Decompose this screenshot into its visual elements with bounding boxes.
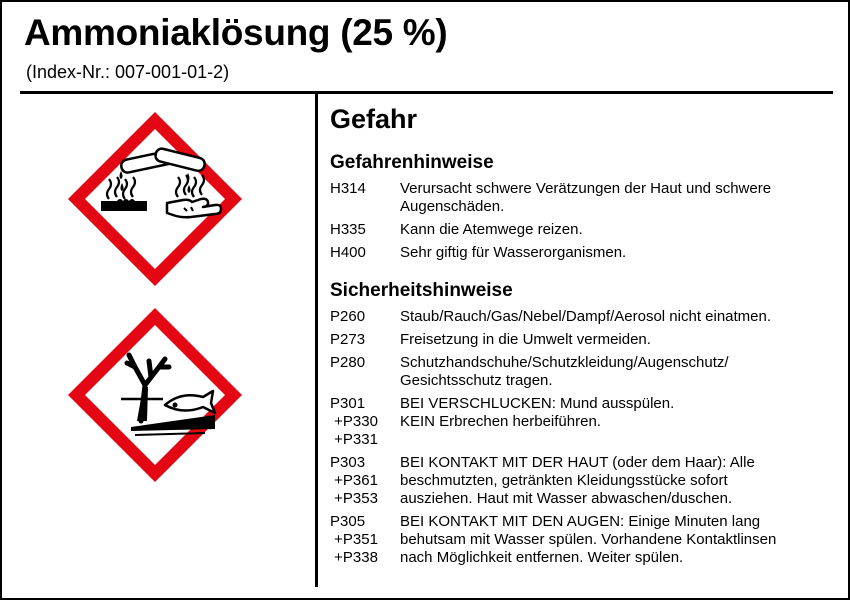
precautionary-statement [330,354,835,390]
statement-text: Verursacht schwere Verätzungen der Haut und schwere Augenschäden. [400,180,772,215]
statement-text: BEI VERSCHLUCKEN: Mund ausspülen. KEIN Erbrechen herbeiführen. [400,395,675,430]
precautionary-statement [330,454,835,508]
hazard-statement [330,221,835,239]
horizontal-divider [20,91,833,94]
statement-text: Schutzhandschuhe/Schutzkleidung/Augenschutz/ Gesichtsschutz tragen. [400,354,729,389]
statement-text: BEI KONTAKT MIT DER HAUT (oder dem Haar): Alle beschmutzten, getränkten Kleidungsstücke sofort ausziehen. Haut mit Wasser abwaschen/duschen. [400,454,755,507]
index-number: (Index-Nr.: 007-001-01-2) [26,62,230,82]
statement-code: P301 +P330 +P331 [330,395,378,448]
precautionary-statements-title: Sicherheitshinweise [330,280,513,301]
ghs09-environment-icon [65,305,245,485]
vertical-divider [315,92,318,587]
statement-code: H400 [330,244,366,261]
statement-text: BEI KONTAKT MIT DEN AUGEN: Einige Minuten lang behutsam mit Wasser spülen. Vorhandene Kontaktlinsen nach Möglichkeit entfernen. Weiter spülen. [400,513,777,566]
statement-code: P260 [330,308,366,325]
statement-code: H314 [330,180,366,197]
statement-code: P303 +P361 +P353 [330,454,378,507]
statement-code: P273 [330,331,366,348]
statement-code: H335 [330,221,366,238]
hazard-statements-title: Gefahrenhinweise [330,152,494,173]
statement-text: Sehr giftig für Wasserorganismen. [400,244,627,261]
ghs05-corrosion-icon [65,109,245,289]
precautionary-statement [330,308,835,326]
signal-word: Gefahr [330,104,418,134]
hazard-statement [330,180,835,216]
text-panel [330,102,835,572]
product-name: Ammoniaklösung (25 %) [24,12,448,53]
precautionary-statement [330,513,835,567]
statement-text: Kann die Atemwege reizen. [400,221,583,238]
precautionary-statement [330,331,835,349]
statement-text: Staub/Rauch/Gas/Nebel/Dampf/Aerosol nicht einatmen. [400,308,772,325]
statement-text: Freisetzung in die Umwelt vermeiden. [400,331,651,348]
hazard-statement [330,244,835,262]
precautionary-statement [330,395,835,449]
statement-code: P305 +P351 +P338 [330,513,378,566]
statement-code: P280 [330,354,366,371]
